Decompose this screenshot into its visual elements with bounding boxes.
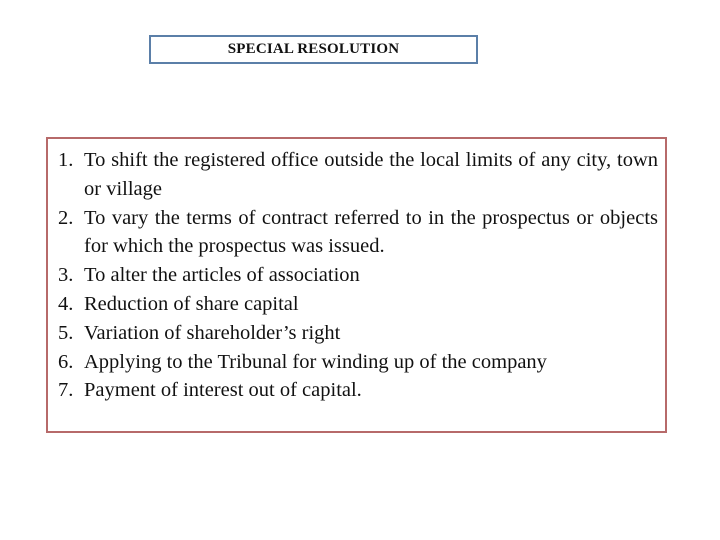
document-title: SPECIAL RESOLUTION <box>227 41 400 57</box>
list-item-number: 1. <box>58 149 74 171</box>
list-item <box>58 204 658 262</box>
list-item <box>58 146 658 204</box>
resolution-list-box <box>46 137 667 433</box>
list-item-number: 2. <box>58 206 74 229</box>
list-item-text: To vary the terms of contract referred to in the prospectus or objects for which the prospectus was issued. <box>84 206 658 258</box>
list-item <box>58 261 658 290</box>
list-item-number: 4. <box>58 292 74 315</box>
title-box <box>149 35 478 64</box>
resolution-list <box>58 146 658 405</box>
list-item-number: 6. <box>58 350 74 373</box>
list-item-number: 7. <box>58 379 74 402</box>
list-item-number: 3. <box>58 264 74 287</box>
list-item <box>58 290 658 319</box>
list-item-text: To shift the registered office outside the local limits of any city, town or village <box>84 149 658 200</box>
list-item <box>58 348 658 377</box>
list-item-number: 5. <box>58 321 74 344</box>
list-item <box>58 376 658 405</box>
list-item <box>58 319 658 348</box>
list-item-text: Applying to the Tribunal for winding up of the company <box>84 350 547 373</box>
list-item-text: Variation of shareholder’s right <box>84 321 341 344</box>
list-item-text: Payment of interest out of capital. <box>84 379 362 402</box>
list-item-text: Reduction of share capital <box>84 292 299 315</box>
list-item-text: To alter the articles of association <box>84 264 360 287</box>
